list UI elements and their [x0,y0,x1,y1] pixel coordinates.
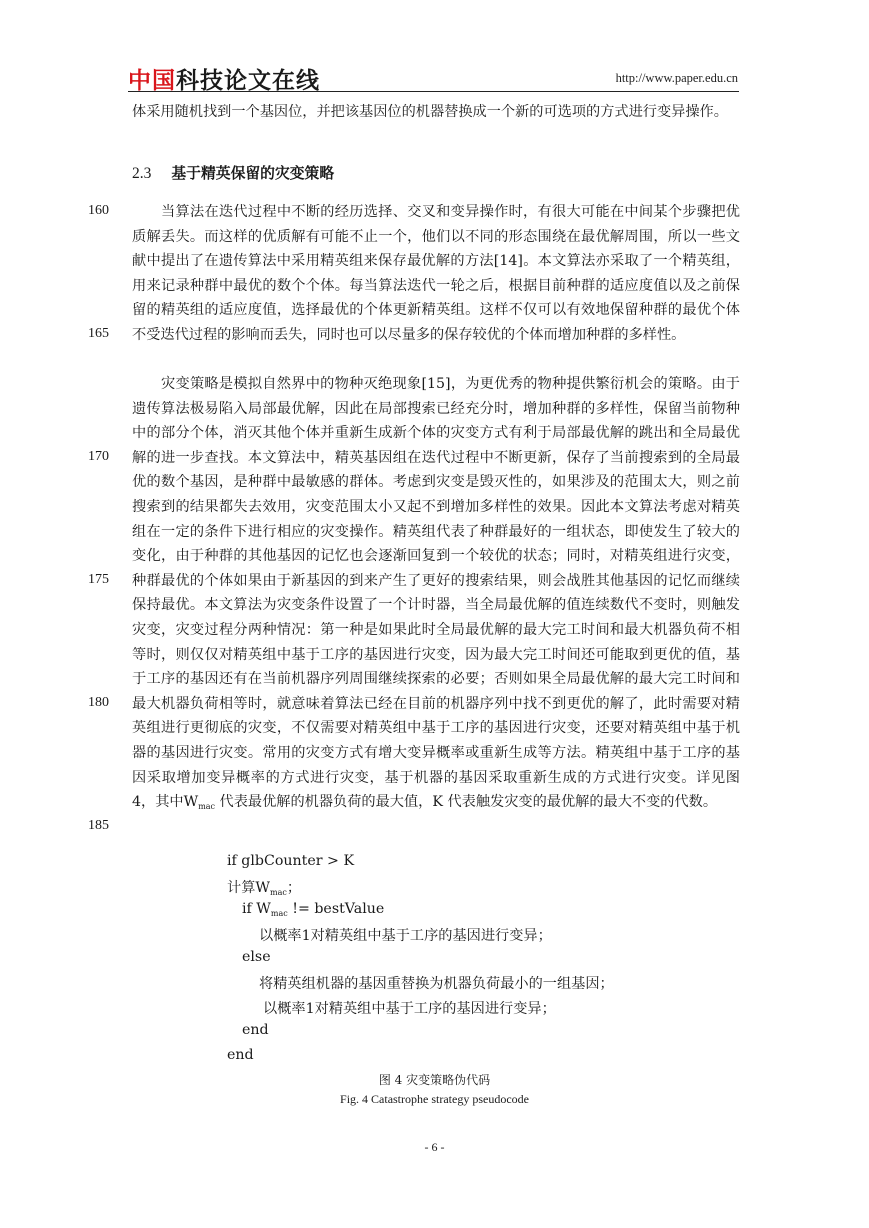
intro-paragraph: 体采用随机找到一个基因位，并把该基因位的机器替换成一个新的可选项的方式进行变异操作。 [132,104,728,120]
body-paragraph-2: 灾变策略是模拟自然界中的物种灭绝现象[15]，为更优秀的物种提供繁衍机会的策略。由于遗传算法极易陷入局部最优解，因此在局部搜索已经充分时，增加种群的多样性，保留当前物种中的部分个体，消灭其他个体并重新生成新个体的灾变方式有利于局部最优解的跳出和全局最优解的进一步查找。本文算法中，精英基因组在迭代过程中不断更新，保存了当前搜索到的全局最优的数个基因，是种群中最敏感的群体。考虑到灾变是毁灭性的，如果涉及的范围太大，则之前搜索到的结果都失去效用，灾变范围太小又起不到增加多样性的效果。因此本文算法考虑对精英组在一定的条件下进行相应的灾变操作。精英组代表了种群最好的一组状态，即使发生了较大的变化，由于种群的其他基因的记忆也会逐渐回复到一个较优的状态；同时，对精英组进行灾变，种群最优的个体如果由于新基因的到来产生了更好的搜索结果，则会战胜其他基因的记忆而继续保持最优。本文算法为灾变条件设置了一个计时器，当全局最优解的值连续数代不变时，则触发灾变，灾变过程分两种情况：第一种是如果此时全局最优解的最大完工时间和最大机器负荷不相等时，则仅仅对精英组中基于工序的基因进行灾变，因为最大完工时间还可能取到更优的值，基于工序的基因还有在当前机器序列周围继续探索的必要；否则如果全局最优解的最大完工时间和最大机器负荷相等时，就意味着算法已经在目前的机器序列中找不到更优的解了，此时需要对精英组进行更彻底的灾变，不仅需要对精英组中基于工序的基因进行灾变，还要对精英组中基于机器的基因进行灾变。常用的灾变方式有增大变异概率或重新生成等方法。精英组中基于工序的基因采取增加变异概率的方式进行灾变，基于机器的基因采取重新生成的方式进行灾变。详见图 4，其中$W_{mac}$ 代表最优解的机器负荷的最大值，K 代表触发灾变的最优解的最大不变的代数。 [132,376,740,812]
figure-caption-en: Fig. 4 Catastrophe strategy pseudocode [340,1092,529,1106]
paragraph-2-main: 灾变策略是模拟自然界中的物种灭绝现象[15]，为更优秀的物种提供繁衍机会的策略。由于遗传算法极易陷入局部最优解，因此在局部搜索已经充分时，增加种群的多样性，保留当前物种中的部分个体，消灭其他个体并重新生成新个体的灾变方式有利于局部最优解的跳出和全局最优解的进一步查找。本文算法中，精英基因组在迭代过程中不断更新，保存了当前搜索到的全局最优的数个基因，是种群中最敏感的群体。考虑到灾变是毁灭性的，如果涉及的范围太大，则之前搜索到的结果都失去效用，灾变范围太小又起不到增加多样性的效果。因此本文算法考虑对精英组在一定的条件下进行相应的灾变操作。精英组代表了种群最好的一组状态，即使发生了较大的变化，由于种群的其他基因的记忆也会逐渐回复到一个较优的状态；同时，对精英组进行灾变，种群最优的个体如果由于新基因的到来产生了更好的搜索结果，则会战胜其他基因的记忆而继续保持最优。本文算法为灾变条件设置了一个计时器，当全局最优解的值连续数代不变时，则触发灾变，灾变过程分两种情况：第一种是如果此时全局最优解的最大完工时间和最大机器负荷不相等时，则仅仅对精英组中基于工序的基因进行灾变，因为最大完工时间还可能取到更优的值，基于工序的基因还有在当前机器序列周围继续探索的必要；否则如果全局最优解的最大完工时间和最大机器负荷相等时，就意味着算法已经在目前的机器序列中找不到更优的解了，此时需要对精英组进行更彻底的灾变，不仅需要对精英组中基于工序的基因进行灾变，还要对精英组中基于机器的基因进行灾变。常用的灾变方式有增大变异概率或重新生成等方法。精英组中基于工序的基因采取增加变异概率的方式进行灾变，基于机器的基因采取重新生成的方式进行灾变。详见图 4，其中 [132,376,740,811]
header-url[interactable]: http://www.paper.edu.cn [615,71,738,85]
section-title: 基于精英保留的灾变策略 [171,165,335,182]
figure-caption-cn: 图 4 灾变策略伪代码 [378,1073,491,1087]
k-symbol: K [432,794,443,811]
section-number: 2.3 [132,165,152,182]
line-number: 185 [88,818,109,833]
line-number: 180 [88,695,109,710]
pseudocode-line: end [242,1022,269,1038]
logo-part2: 科技论文在线 [176,68,320,94]
line-number: 160 [88,203,109,218]
pseudocode-line: 以概率1对精英组中基于工序的基因进行变异； [259,928,552,944]
section-heading [132,162,334,183]
pseudocode-line: if glbCounter > K [227,853,355,869]
body-paragraph-1: 当算法在迭代过程中不断的经历选择、交叉和变异操作时，有很大可能在中间某个步骤把优质解丢失。而这样的优质解有可能不止一个，他们以不同的形态围绕在最优解周围，所以一些文献中提出了在遗传算法中采用精英组来保存最优解的方法[14]。本文算法亦采取了一个精英组，用来记录种群中最优的数个个体。每当算法迭代一轮之后，根据目前种群的适应度值以及之前保留的精英组的适应度值，选择最优的个体更新精英组。这样不仅可以有效地保留种群的最优个体不受迭代过程的影响而丢失，同时也可以尽量多的保存较优的个体而增加种群的多样性。 [132,204,740,343]
pseudocode-line: 计算$W_{mac}$； [227,880,302,897]
wmac-symbol: $W_{mac}$ [183,794,216,812]
line-number: 170 [88,449,109,464]
logo-part1: 中国 [128,68,176,94]
pseudocode-line: else [242,949,271,965]
intro-paragraph-block [132,100,740,125]
pseudocode-line: if $W_{mac}$ != bestValue [242,901,385,918]
body-paragraph-2-block [132,372,740,820]
pseudocode-line: 将精英组机器的基因重替换为机器负荷最小的一组基因； [259,976,614,992]
page-number: - 6 - [424,1140,445,1154]
line-number: 165 [88,326,109,341]
header-rule [128,91,739,92]
pseudocode-line: end [227,1047,254,1063]
pseudocode-line: 以概率1对精英组中基于工序的基因进行变异； [263,1001,556,1017]
line-number: 175 [88,572,109,587]
body-paragraph-1-block [132,200,740,348]
